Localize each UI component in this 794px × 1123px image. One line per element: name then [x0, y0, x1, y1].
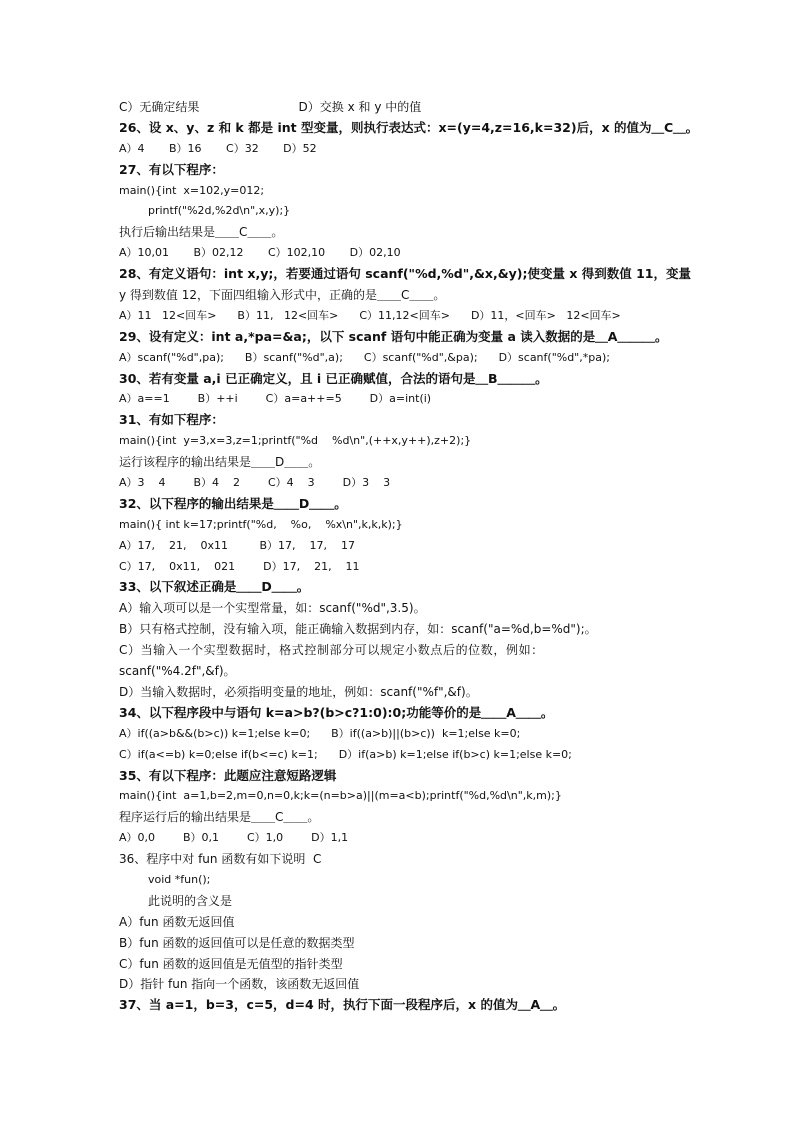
- option-line: A）a==1 B）++i C）a=a++=5 D）a=int(i): [119, 392, 432, 406]
- question-line: 32、以下程序的输出结果是＿＿D＿＿。: [119, 495, 347, 511]
- question-line: 30、若有变量 a,i 已正确定义，且 i 已正确赋值，合法的语句是＿B＿＿＿。: [119, 370, 548, 386]
- text-line: 程序运行后的输出结果是＿＿C＿＿。: [119, 810, 320, 825]
- option-line: A）3 4 B）4 2 C）4 3 D）3 3: [119, 476, 391, 490]
- code-line: main(){int a=1,b=2,m=0,n=0,k;k=(n=b>a)||(m=a<b);printf("%d,%d\n",k,m);}: [119, 789, 562, 803]
- question-line: 35、有以下程序：此题应注意短路逻辑: [119, 767, 337, 783]
- option-line: A）17, 21, 0x11 B）17, 17, 17: [119, 538, 355, 552]
- option-line: A）if((a>b&&(b>c)) k=1;else k=0; B）if((a>b)||(b>c)) k=1;else k=0;: [119, 726, 521, 740]
- text-line: 执行后输出结果是＿＿C＿＿。: [119, 225, 284, 240]
- option-line: A）11 12<回车> B）11, 12<回车> C）11,12<回车> D）11，<回车> 12<回车>: [119, 308, 621, 322]
- question-line: 31、有如下程序：: [119, 412, 224, 428]
- question-line: 29、设有定义：int a,*pa=&a;，以下 scanf 语句中能正确为变量 a 读入数据的是＿A＿＿＿。: [119, 328, 668, 344]
- option-line: A）0,0 B）0,1 C）1,0 D）1,1: [119, 831, 349, 845]
- code-line: main(){int y=3,x=3,z=1;printf("%d %d\n",(++x,y++),z+2);}: [119, 434, 472, 448]
- document-body: [119, 97, 699, 1016]
- text-line: C）无确定结果 D）交换 x 和 y 中的值: [119, 100, 422, 114]
- document-page: [119, 97, 699, 1016]
- question-line: 26、设 x、y、z 和 k 都是 int 型变量，则执行表达式：x=(y=4,z=16,k=32)后，x 的值为＿C＿。: [119, 119, 699, 135]
- option-line: C）17, 0x11, 021 D）17, 21, 11: [119, 559, 360, 573]
- question-line: 28、有定义语句：int x,y;，若要通过语句 scanf("%d,%d",&x,&y);使变量 x 得到数值 11，变量: [119, 266, 692, 282]
- question-line: 37、当 a=1，b=3，c=5，d=4 时，执行下面一段程序后，x 的值为＿A＿。: [119, 997, 566, 1013]
- option-line: A）10,01 B）02,12 C）102,10 D）02,10: [119, 246, 401, 260]
- text-line: D）指针 fun 指向一个函数，该函数无返回值: [119, 977, 360, 992]
- text-line: D）当输入数据时，必须指明变量的地址，例如：scanf("%f",&f)。: [119, 684, 478, 699]
- text-line: y 得到数值 12，下面四组输入形式中，正确的是＿＿C＿＿。: [119, 288, 446, 303]
- question-line: 27、有以下程序：: [119, 161, 224, 177]
- question-line: 33、以下叙述正确是＿＿D＿＿。: [119, 579, 310, 595]
- text-line: scanf("%4.2f",&f)。: [119, 664, 236, 679]
- text-line: A）输入项可以是一个实型常量，如：scanf("%d",3.5)。: [119, 601, 426, 616]
- text-line: 此说明的含义是: [148, 893, 233, 908]
- option-line: C）if(a<=b) k=0;else if(b<=c) k=1; D）if(a>b) k=1;else if(b>c) k=1;else k=0;: [119, 747, 572, 761]
- text-line: A）fun 函数无返回值: [119, 914, 235, 929]
- text-line: 运行该程序的输出结果是＿＿D＿＿。: [119, 455, 321, 470]
- text-line: B）fun 函数的返回值可以是任意的数据类型: [119, 935, 355, 950]
- option-line: C）当输入一个实型数据时，格式控制部分可以规定小数点后的位数，例如：: [119, 643, 544, 658]
- code-line: main(){ int k=17;printf("%d, %o, %x\n",k,k,k);}: [119, 517, 403, 531]
- text-line: 36、程序中对 fun 函数有如下说明 C: [119, 852, 322, 867]
- code-line: void *fun();: [148, 872, 211, 886]
- text-line: C）fun 函数的返回值是无值型的指针类型: [119, 956, 343, 971]
- text-line: B）只有格式控制，没有输入项，能正确输入数据到内存，如：scanf("a=%d,b=%d");。: [119, 622, 597, 637]
- code-line: main(){int x=102,y=012;: [119, 183, 265, 197]
- question-line: 34、以下程序段中与语句 k=a>b?(b>c?1:0):0;功能等价的是＿＿A＿＿。: [119, 704, 554, 720]
- option-line: A）4 B）16 C）32 D）52: [119, 141, 317, 155]
- option-line: A）scanf("%d",pa); B）scanf("%d",a); C）scanf("%d",&pa); D）scanf("%d",*pa);: [119, 350, 610, 364]
- code-line: printf("%2d,%2d\n",x,y);}: [148, 204, 291, 218]
